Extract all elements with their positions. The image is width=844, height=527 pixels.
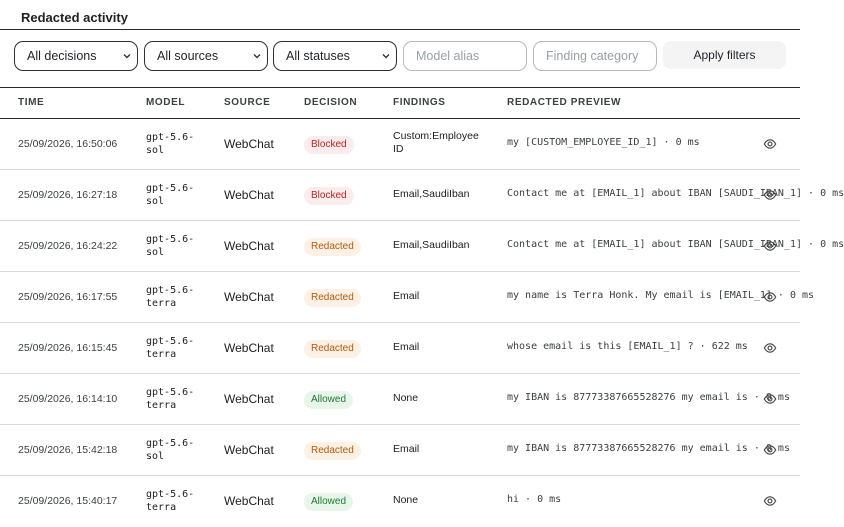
status-select[interactable] <box>273 41 397 71</box>
column-header-decision: DECISION <box>304 97 358 108</box>
table-row <box>0 323 800 374</box>
column-header-model: MODEL <box>146 97 186 108</box>
eye-icon[interactable] <box>763 188 777 202</box>
table-header <box>0 88 800 118</box>
cell-redacted-preview: Contact me at [EMAIL_1] about IBAN [SAUDI_IBAN_1] · 0 ms <box>507 239 844 250</box>
cell-findings: None <box>393 392 419 404</box>
cell-decision <box>304 338 361 358</box>
model-alias-placeholder: Model alias <box>416 49 480 63</box>
eye-icon[interactable] <box>763 137 777 151</box>
cell-decision <box>304 440 361 460</box>
table-row <box>0 374 800 425</box>
chevron-down-icon <box>122 51 132 61</box>
eye-icon[interactable] <box>763 290 777 304</box>
table-row <box>0 425 800 476</box>
cell-redacted-preview: my IBAN is 87773387665528276 my email is · 0 ms <box>507 392 790 403</box>
decision-badge: Redacted <box>304 289 361 307</box>
source-select-value: All sources <box>157 49 219 63</box>
model-alias-input[interactable] <box>403 41 527 71</box>
table-row <box>0 476 800 527</box>
cell-decision <box>304 491 353 511</box>
cell-redacted-preview: hi · 0 ms <box>507 494 562 505</box>
cell-findings: Email <box>393 290 420 302</box>
status-select-value: All statuses <box>286 49 350 63</box>
cell-findings: Email <box>393 341 420 353</box>
title-divider <box>0 29 800 30</box>
cell-decision <box>304 389 353 409</box>
column-header-findings: FINDINGS <box>393 97 446 108</box>
decision-badge: Allowed <box>304 391 353 409</box>
column-header-time: TIME <box>18 97 45 108</box>
decision-badge: Allowed <box>304 493 353 511</box>
page-title: Redacted activity <box>21 10 128 25</box>
eye-icon[interactable] <box>763 443 777 457</box>
table-body <box>0 119 844 527</box>
cell-findings: None <box>393 494 419 506</box>
cell-redacted-preview: my [CUSTOM_EMPLOYEE_ID_1] · 0 ms <box>507 137 700 148</box>
decision-badge: Redacted <box>304 340 361 358</box>
decision-badge: Redacted <box>304 238 361 256</box>
cell-decision <box>304 134 354 154</box>
cell-model: gpt-5.6- terra <box>146 489 195 513</box>
cell-source: WebChat <box>224 443 274 457</box>
cell-redacted-preview: my IBAN is 87773387665528276 my email is · 0 ms <box>507 443 790 454</box>
cell-redacted-preview: whose email is this [EMAIL_1] ? · 622 ms <box>507 341 748 352</box>
cell-redacted-preview: Contact me at [EMAIL_1] about IBAN [SAUDI_IBAN_1] · 0 ms <box>507 188 844 199</box>
cell-findings: Email,SaudiIban <box>393 239 470 251</box>
decision-select-value: All decisions <box>27 49 97 63</box>
cell-model: gpt-5.6- terra <box>146 336 195 360</box>
eye-icon[interactable] <box>763 494 777 508</box>
cell-source: WebChat <box>224 341 274 355</box>
source-select[interactable] <box>144 41 268 71</box>
cell-model: gpt-5.6- sol <box>146 183 195 207</box>
cell-findings: Email,SaudiIban <box>393 188 470 200</box>
cell-time: 25/09/2026, 15:42:18 <box>18 444 118 456</box>
cell-source: WebChat <box>224 188 274 202</box>
cell-decision <box>304 236 361 256</box>
cell-source: WebChat <box>224 392 274 406</box>
cell-time: 25/09/2026, 16:14:10 <box>18 393 118 405</box>
table-row <box>0 272 815 323</box>
finding-category-input[interactable] <box>533 41 657 71</box>
cell-source: WebChat <box>224 290 274 304</box>
cell-time: 25/09/2026, 16:50:06 <box>18 138 118 150</box>
eye-icon[interactable] <box>763 392 777 406</box>
cell-time: 25/09/2026, 16:24:22 <box>18 240 118 252</box>
chevron-down-icon <box>381 51 391 61</box>
cell-findings: Email <box>393 443 420 455</box>
column-header-source: SOURCE <box>224 97 271 108</box>
cell-model: gpt-5.6- sol <box>146 132 195 156</box>
filter-bar <box>0 41 800 73</box>
cell-findings: Custom:Employee ID <box>393 130 479 155</box>
cell-time: 25/09/2026, 15:40:17 <box>18 495 118 507</box>
cell-decision <box>304 185 354 205</box>
decision-badge: Blocked <box>304 136 354 154</box>
cell-model: gpt-5.6- sol <box>146 234 195 258</box>
chevron-down-icon <box>252 51 262 61</box>
table-row <box>0 119 800 170</box>
apply-filters-button[interactable]: Apply filters <box>663 41 786 69</box>
cell-time: 25/09/2026, 16:15:45 <box>18 342 118 354</box>
cell-model: gpt-5.6- terra <box>146 387 195 411</box>
eye-icon[interactable] <box>763 341 777 355</box>
decision-select[interactable] <box>14 41 138 71</box>
cell-time: 25/09/2026, 16:27:18 <box>18 189 118 201</box>
eye-icon[interactable] <box>763 239 777 253</box>
cell-source: WebChat <box>224 494 274 508</box>
cell-redacted-preview: my name is Terra Honk. My email is [EMAIL_1] · 0 ms <box>507 290 815 301</box>
table-row <box>0 221 844 272</box>
cell-source: WebChat <box>224 137 274 151</box>
cell-source: WebChat <box>224 239 274 253</box>
cell-model: gpt-5.6- terra <box>146 285 195 309</box>
cell-time: 25/09/2026, 16:17:55 <box>18 291 118 303</box>
column-header-preview: REDACTED PREVIEW <box>507 97 622 108</box>
table-row <box>0 170 844 221</box>
decision-badge: Redacted <box>304 442 361 460</box>
finding-category-placeholder: Finding category <box>546 49 639 63</box>
cell-model: gpt-5.6- sol <box>146 438 195 462</box>
decision-badge: Blocked <box>304 187 354 205</box>
cell-decision <box>304 287 361 307</box>
